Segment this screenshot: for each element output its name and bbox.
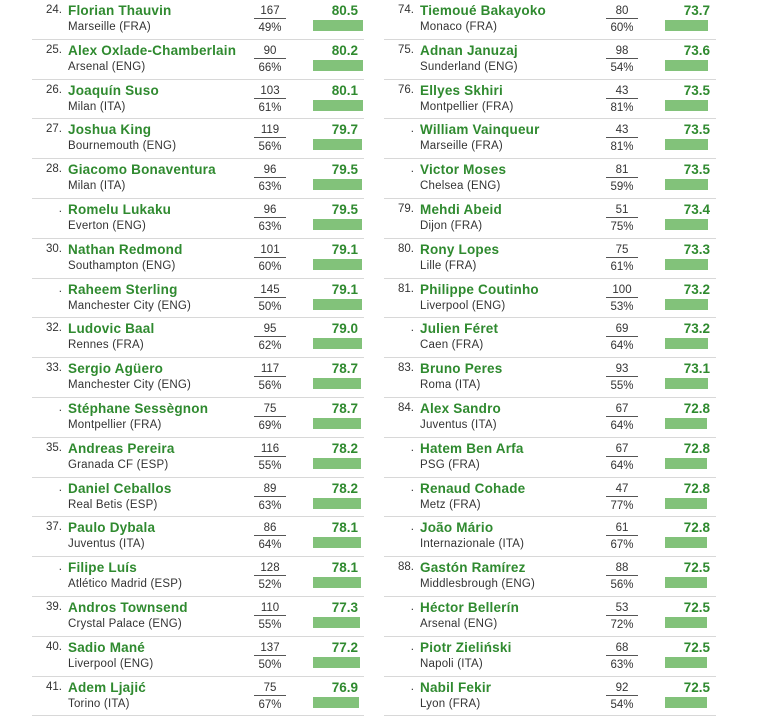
player-percentage: 67% — [258, 698, 282, 711]
player-club: Caen (FRA) — [420, 339, 484, 352]
player-club: Bournemouth (ENG) — [68, 140, 177, 153]
player-percentage: 64% — [610, 459, 634, 472]
player-name-link[interactable]: João Mário — [420, 520, 494, 536]
player-club: Southampton (ENG) — [68, 259, 176, 272]
player-name-link[interactable]: Raheem Sterling — [68, 281, 178, 297]
player-score: 78.1 — [331, 560, 358, 576]
player-name-link[interactable]: Renaud Cohade — [420, 480, 526, 496]
player-row — [384, 279, 716, 319]
player-percentage: 49% — [258, 22, 282, 34]
player-row — [384, 677, 716, 716]
player-row — [384, 438, 716, 478]
score-bar — [313, 100, 363, 111]
player-rank: 80. — [398, 242, 414, 255]
player-rank: 35. — [46, 441, 62, 454]
player-percentage: 56% — [258, 141, 282, 154]
player-club: Internazionale (ITA) — [420, 538, 525, 551]
player-rank: . — [58, 561, 62, 574]
player-percentage: 60% — [610, 22, 634, 34]
player-apps: 75 — [254, 682, 286, 696]
player-apps: 100 — [606, 284, 638, 298]
player-club: Chelsea (ENG) — [420, 180, 501, 193]
score-bar — [665, 418, 707, 429]
player-percentage: 54% — [610, 698, 634, 711]
player-apps: 75 — [254, 403, 286, 417]
player-score: 78.2 — [331, 480, 358, 496]
player-apps: 68 — [606, 642, 638, 656]
player-row — [384, 478, 716, 518]
player-club: Manchester City (ENG) — [68, 299, 192, 312]
score-bar — [313, 577, 361, 588]
score-bar — [665, 577, 707, 588]
player-name-link[interactable]: William Vainqueur — [420, 122, 540, 138]
player-score: 80.5 — [331, 3, 358, 18]
player-name-link[interactable]: Rony Lopes — [420, 241, 500, 257]
player-rank: 40. — [46, 640, 62, 653]
player-row — [32, 398, 364, 438]
player-rank: . — [410, 163, 414, 176]
player-name-link[interactable]: Paulo Dybala — [68, 520, 156, 536]
player-score: 79.5 — [331, 201, 358, 217]
player-row — [32, 0, 364, 40]
player-club: Everton (ENG) — [68, 219, 147, 232]
player-name-link[interactable]: Andreas Pereira — [68, 440, 175, 456]
player-rank: 74. — [398, 4, 414, 16]
player-rank: . — [58, 481, 62, 494]
score-bar — [665, 617, 707, 628]
player-row — [384, 159, 716, 199]
player-club: Montpellier (FRA) — [68, 418, 162, 431]
player-club: Napoli (ITA) — [420, 657, 483, 670]
player-club: Torino (ITA) — [68, 697, 130, 710]
player-row — [384, 80, 716, 120]
player-rank: . — [410, 600, 414, 613]
player-rank: 75. — [398, 43, 414, 56]
player-name-link[interactable]: Daniel Ceballos — [68, 480, 172, 496]
player-row — [32, 239, 364, 279]
score-bar — [665, 20, 708, 31]
player-apps: 47 — [606, 483, 638, 497]
score-bar — [313, 179, 362, 190]
player-rank: 28. — [46, 163, 62, 176]
player-apps: 86 — [254, 522, 286, 536]
player-apps: 137 — [254, 642, 286, 656]
player-club: Juventus (ITA) — [420, 418, 497, 431]
player-score: 73.5 — [683, 162, 710, 178]
player-club: Metz (FRA) — [420, 498, 481, 511]
player-score: 79.7 — [331, 122, 358, 138]
player-rank: . — [410, 481, 414, 494]
player-score: 78.7 — [331, 400, 358, 416]
player-club: Juventus (ITA) — [68, 538, 145, 551]
player-row — [384, 119, 716, 159]
player-rank: . — [58, 401, 62, 414]
score-bar — [665, 697, 707, 708]
player-score: 73.5 — [683, 122, 710, 138]
player-score: 72.8 — [683, 480, 710, 496]
player-apps: 116 — [254, 443, 286, 457]
player-club: Sunderland (ENG) — [420, 60, 518, 73]
player-row — [384, 199, 716, 239]
score-bar — [665, 179, 708, 190]
score-bar — [313, 657, 360, 668]
player-name-link[interactable]: Alex Sandro — [420, 400, 501, 416]
player-percentage: 61% — [610, 260, 634, 273]
player-percentage: 66% — [258, 61, 282, 74]
player-row — [32, 279, 364, 319]
player-club: Marseille (FRA) — [68, 21, 151, 33]
score-bar — [313, 338, 362, 349]
player-rank: 33. — [46, 362, 62, 375]
player-name-link[interactable]: Sergio Agüero — [68, 361, 164, 377]
player-rank: . — [58, 282, 62, 295]
score-bar — [665, 498, 707, 509]
player-name-link[interactable]: Ellyes Skhiri — [420, 82, 503, 98]
player-percentage: 64% — [610, 340, 634, 353]
player-percentage: 63% — [258, 181, 282, 194]
player-percentage: 63% — [258, 499, 282, 512]
player-apps: 92 — [606, 682, 638, 696]
player-score: 72.8 — [683, 400, 710, 416]
player-rank: . — [410, 680, 414, 693]
player-rank: 84. — [398, 401, 414, 414]
player-rank: . — [410, 521, 414, 534]
player-name-link[interactable]: Adnan Januzaj — [420, 42, 518, 58]
player-club: Granada CF (ESP) — [68, 458, 169, 471]
player-score: 73.6 — [683, 42, 710, 58]
player-rank: 25. — [46, 43, 62, 56]
player-score: 73.2 — [683, 281, 710, 297]
ranking-column-right — [384, 0, 716, 716]
score-bar — [313, 418, 361, 429]
player-row — [32, 358, 364, 398]
player-rank: 30. — [46, 242, 62, 255]
player-apps: 80 — [606, 5, 638, 19]
player-apps: 81 — [606, 164, 638, 178]
player-name-link[interactable]: Piotr Zieliński — [420, 639, 512, 655]
player-rank: 27. — [46, 123, 62, 136]
player-row — [384, 40, 716, 80]
player-name-link[interactable]: Joshua King — [68, 122, 152, 138]
player-rank: 37. — [46, 521, 62, 534]
player-score: 79.1 — [331, 281, 358, 297]
player-apps: 67 — [606, 443, 638, 457]
score-bar — [313, 259, 362, 270]
player-rank: 81. — [398, 282, 414, 295]
player-name-link[interactable]: Filipe Luís — [68, 560, 137, 576]
score-bar — [313, 299, 362, 310]
player-score: 77.3 — [331, 599, 358, 615]
player-score: 80.2 — [331, 42, 358, 58]
player-club: Dijon (FRA) — [420, 219, 483, 232]
player-apps: 69 — [606, 323, 638, 337]
player-apps: 103 — [254, 85, 286, 99]
player-score: 76.9 — [331, 679, 358, 695]
score-bar — [665, 458, 707, 469]
player-row — [384, 318, 716, 358]
score-bar — [665, 338, 708, 349]
player-apps: 98 — [606, 45, 638, 59]
player-rank: 76. — [398, 83, 414, 96]
player-rank: 26. — [46, 83, 62, 96]
ranking-column-left — [32, 0, 364, 716]
player-name-link[interactable]: Nathan Redmond — [68, 241, 183, 257]
player-percentage: 52% — [258, 579, 282, 592]
score-bar — [665, 299, 708, 310]
player-club: Real Betis (ESP) — [68, 498, 158, 511]
player-name-link[interactable]: Florian Thauvin — [68, 3, 172, 18]
player-row — [32, 597, 364, 637]
score-bar — [313, 458, 361, 469]
player-name-link[interactable]: Alex Oxlade-Chamberlain — [68, 42, 237, 58]
player-row — [384, 358, 716, 398]
player-score: 73.3 — [683, 241, 710, 257]
player-percentage: 77% — [610, 499, 634, 512]
player-score: 73.5 — [683, 82, 710, 98]
player-name-link[interactable]: Sadio Mané — [68, 639, 146, 655]
player-score: 72.5 — [683, 599, 710, 615]
player-apps: 88 — [606, 562, 638, 576]
player-club: Crystal Palace (ENG) — [68, 617, 182, 630]
player-club: PSG (FRA) — [420, 458, 480, 471]
player-club: Arsenal (ENG) — [68, 60, 146, 73]
player-score: 72.5 — [683, 560, 710, 576]
player-row — [32, 119, 364, 159]
player-apps: 96 — [254, 164, 286, 178]
player-row — [32, 159, 364, 199]
player-apps: 119 — [254, 124, 286, 138]
player-percentage: 59% — [610, 181, 634, 194]
player-score: 77.2 — [331, 639, 358, 655]
player-score: 73.1 — [683, 361, 710, 377]
score-bar — [313, 537, 361, 548]
player-row — [384, 0, 716, 40]
score-bar — [665, 60, 708, 71]
player-row — [32, 199, 364, 239]
player-percentage: 50% — [258, 300, 282, 313]
player-name-link[interactable]: Nabil Fekir — [420, 679, 492, 695]
player-row — [32, 517, 364, 557]
score-bar — [313, 378, 361, 389]
player-rank: 79. — [398, 202, 414, 215]
player-percentage: 55% — [258, 459, 282, 472]
player-score: 78.7 — [331, 361, 358, 377]
player-apps: 67 — [606, 403, 638, 417]
player-percentage: 81% — [610, 101, 634, 114]
player-score: 73.7 — [683, 3, 710, 18]
player-apps: 43 — [606, 85, 638, 99]
player-name-link[interactable]: Mehdi Abeid — [420, 201, 502, 217]
score-bar — [313, 139, 362, 150]
player-name-link[interactable]: Tiemoué Bakayoko — [420, 3, 546, 18]
player-apps: 51 — [606, 204, 638, 218]
player-apps: 43 — [606, 124, 638, 138]
player-name-link[interactable]: Gastón Ramírez — [420, 560, 526, 576]
player-percentage: 63% — [258, 220, 282, 233]
player-score: 72.5 — [683, 639, 710, 655]
player-row — [32, 637, 364, 677]
player-club: Atlético Madrid (ESP) — [68, 578, 183, 591]
player-club: Montpellier (FRA) — [420, 100, 514, 113]
player-apps: 61 — [606, 522, 638, 536]
player-percentage: 53% — [610, 300, 634, 313]
player-percentage: 60% — [258, 260, 282, 273]
player-percentage: 55% — [258, 618, 282, 631]
player-apps: 75 — [606, 244, 638, 258]
player-row — [32, 40, 364, 80]
player-score: 72.8 — [683, 440, 710, 456]
player-apps: 145 — [254, 284, 286, 298]
player-score: 73.2 — [683, 321, 710, 337]
player-rank: 41. — [46, 680, 62, 693]
player-score: 78.2 — [331, 440, 358, 456]
score-bar — [665, 657, 707, 668]
player-score: 73.4 — [683, 201, 710, 217]
player-rank: . — [410, 441, 414, 454]
player-apps: 117 — [254, 363, 286, 377]
player-club: Liverpool (ENG) — [420, 299, 506, 312]
player-row — [32, 318, 364, 358]
score-bar — [313, 498, 361, 509]
player-apps: 101 — [254, 244, 286, 258]
player-name-link[interactable]: Bruno Peres — [420, 361, 503, 377]
player-club: Roma (ITA) — [420, 379, 481, 392]
player-apps: 110 — [254, 602, 286, 616]
score-bar — [665, 378, 708, 389]
player-apps: 89 — [254, 483, 286, 497]
player-row — [32, 677, 364, 716]
player-percentage: 69% — [258, 419, 282, 432]
player-percentage: 72% — [610, 618, 634, 631]
player-percentage: 81% — [610, 141, 634, 154]
player-rank: 24. — [46, 4, 62, 16]
player-score: 79.5 — [331, 162, 358, 178]
player-apps: 95 — [254, 323, 286, 337]
player-club: Milan (ITA) — [68, 180, 126, 193]
player-percentage: 54% — [610, 61, 634, 74]
player-apps: 96 — [254, 204, 286, 218]
player-rank: 39. — [46, 600, 62, 613]
score-bar — [313, 617, 360, 628]
player-percentage: 64% — [610, 419, 634, 432]
player-rank: . — [410, 640, 414, 653]
player-row — [384, 398, 716, 438]
player-percentage: 61% — [258, 101, 282, 114]
player-score: 72.8 — [683, 520, 710, 536]
score-bar — [665, 139, 708, 150]
player-club: Lyon (FRA) — [420, 697, 481, 710]
player-row — [384, 597, 716, 637]
player-name-link[interactable]: Victor Moses — [420, 162, 507, 178]
player-apps: 53 — [606, 602, 638, 616]
player-name-link[interactable]: Romelu Lukaku — [68, 201, 172, 217]
player-row — [32, 438, 364, 478]
player-percentage: 67% — [610, 539, 634, 552]
player-name-link[interactable]: Joaquín Suso — [68, 82, 159, 98]
player-name-link[interactable]: Andros Townsend — [68, 599, 188, 615]
player-apps: 167 — [254, 5, 286, 19]
player-name-link[interactable]: Ludovic Baal — [68, 321, 155, 337]
player-rank: 83. — [398, 362, 414, 375]
player-name-link[interactable]: Héctor Bellerín — [420, 599, 520, 615]
player-score: 78.1 — [331, 520, 358, 536]
score-bar — [665, 219, 708, 230]
player-percentage: 50% — [258, 658, 282, 671]
player-name-link[interactable]: Julien Féret — [420, 321, 499, 337]
player-apps: 128 — [254, 562, 286, 576]
player-club: Milan (ITA) — [68, 100, 126, 113]
score-bar — [665, 259, 708, 270]
player-club: Middlesbrough (ENG) — [420, 578, 536, 591]
score-bar — [313, 219, 362, 230]
player-name-link[interactable]: Philippe Coutinho — [420, 281, 539, 297]
player-club: Lille (FRA) — [420, 259, 477, 272]
player-row — [32, 80, 364, 120]
score-bar — [665, 537, 707, 548]
player-rank: . — [410, 322, 414, 335]
score-bar — [313, 60, 363, 71]
player-row — [32, 478, 364, 518]
player-row — [384, 637, 716, 677]
player-percentage: 64% — [258, 539, 282, 552]
player-club: Marseille (FRA) — [420, 140, 503, 153]
player-row — [384, 517, 716, 557]
player-name-link[interactable]: Giacomo Bonaventura — [68, 162, 216, 178]
player-name-link[interactable]: Adem Ljajić — [68, 679, 146, 695]
player-club: Liverpool (ENG) — [68, 657, 154, 670]
player-name-link[interactable]: Hatem Ben Arfa — [420, 440, 524, 456]
player-rank: 88. — [398, 561, 414, 574]
player-percentage: 56% — [258, 380, 282, 393]
player-percentage: 56% — [610, 579, 634, 592]
score-bar — [665, 100, 708, 111]
player-row — [384, 239, 716, 279]
player-apps: 93 — [606, 363, 638, 377]
player-percentage: 55% — [610, 380, 634, 393]
player-club: Manchester City (ENG) — [68, 379, 192, 392]
player-rank: 32. — [46, 322, 62, 335]
player-score: 79.1 — [331, 241, 358, 257]
player-score: 72.5 — [683, 679, 710, 695]
player-name-link[interactable]: Stéphane Sessègnon — [68, 400, 209, 416]
player-rank: . — [410, 123, 414, 136]
player-row — [32, 557, 364, 597]
score-bar — [313, 697, 359, 708]
player-club: Rennes (FRA) — [68, 339, 144, 352]
player-score: 80.1 — [331, 82, 358, 98]
player-apps: 90 — [254, 45, 286, 59]
player-percentage: 63% — [610, 658, 634, 671]
player-score: 79.0 — [331, 321, 358, 337]
player-club: Arsenal (ENG) — [420, 617, 498, 630]
player-rank: . — [58, 202, 62, 215]
player-percentage: 62% — [258, 340, 282, 353]
player-row — [384, 557, 716, 597]
score-bar — [313, 20, 363, 31]
player-percentage: 75% — [610, 220, 634, 233]
player-club: Monaco (FRA) — [420, 21, 498, 33]
